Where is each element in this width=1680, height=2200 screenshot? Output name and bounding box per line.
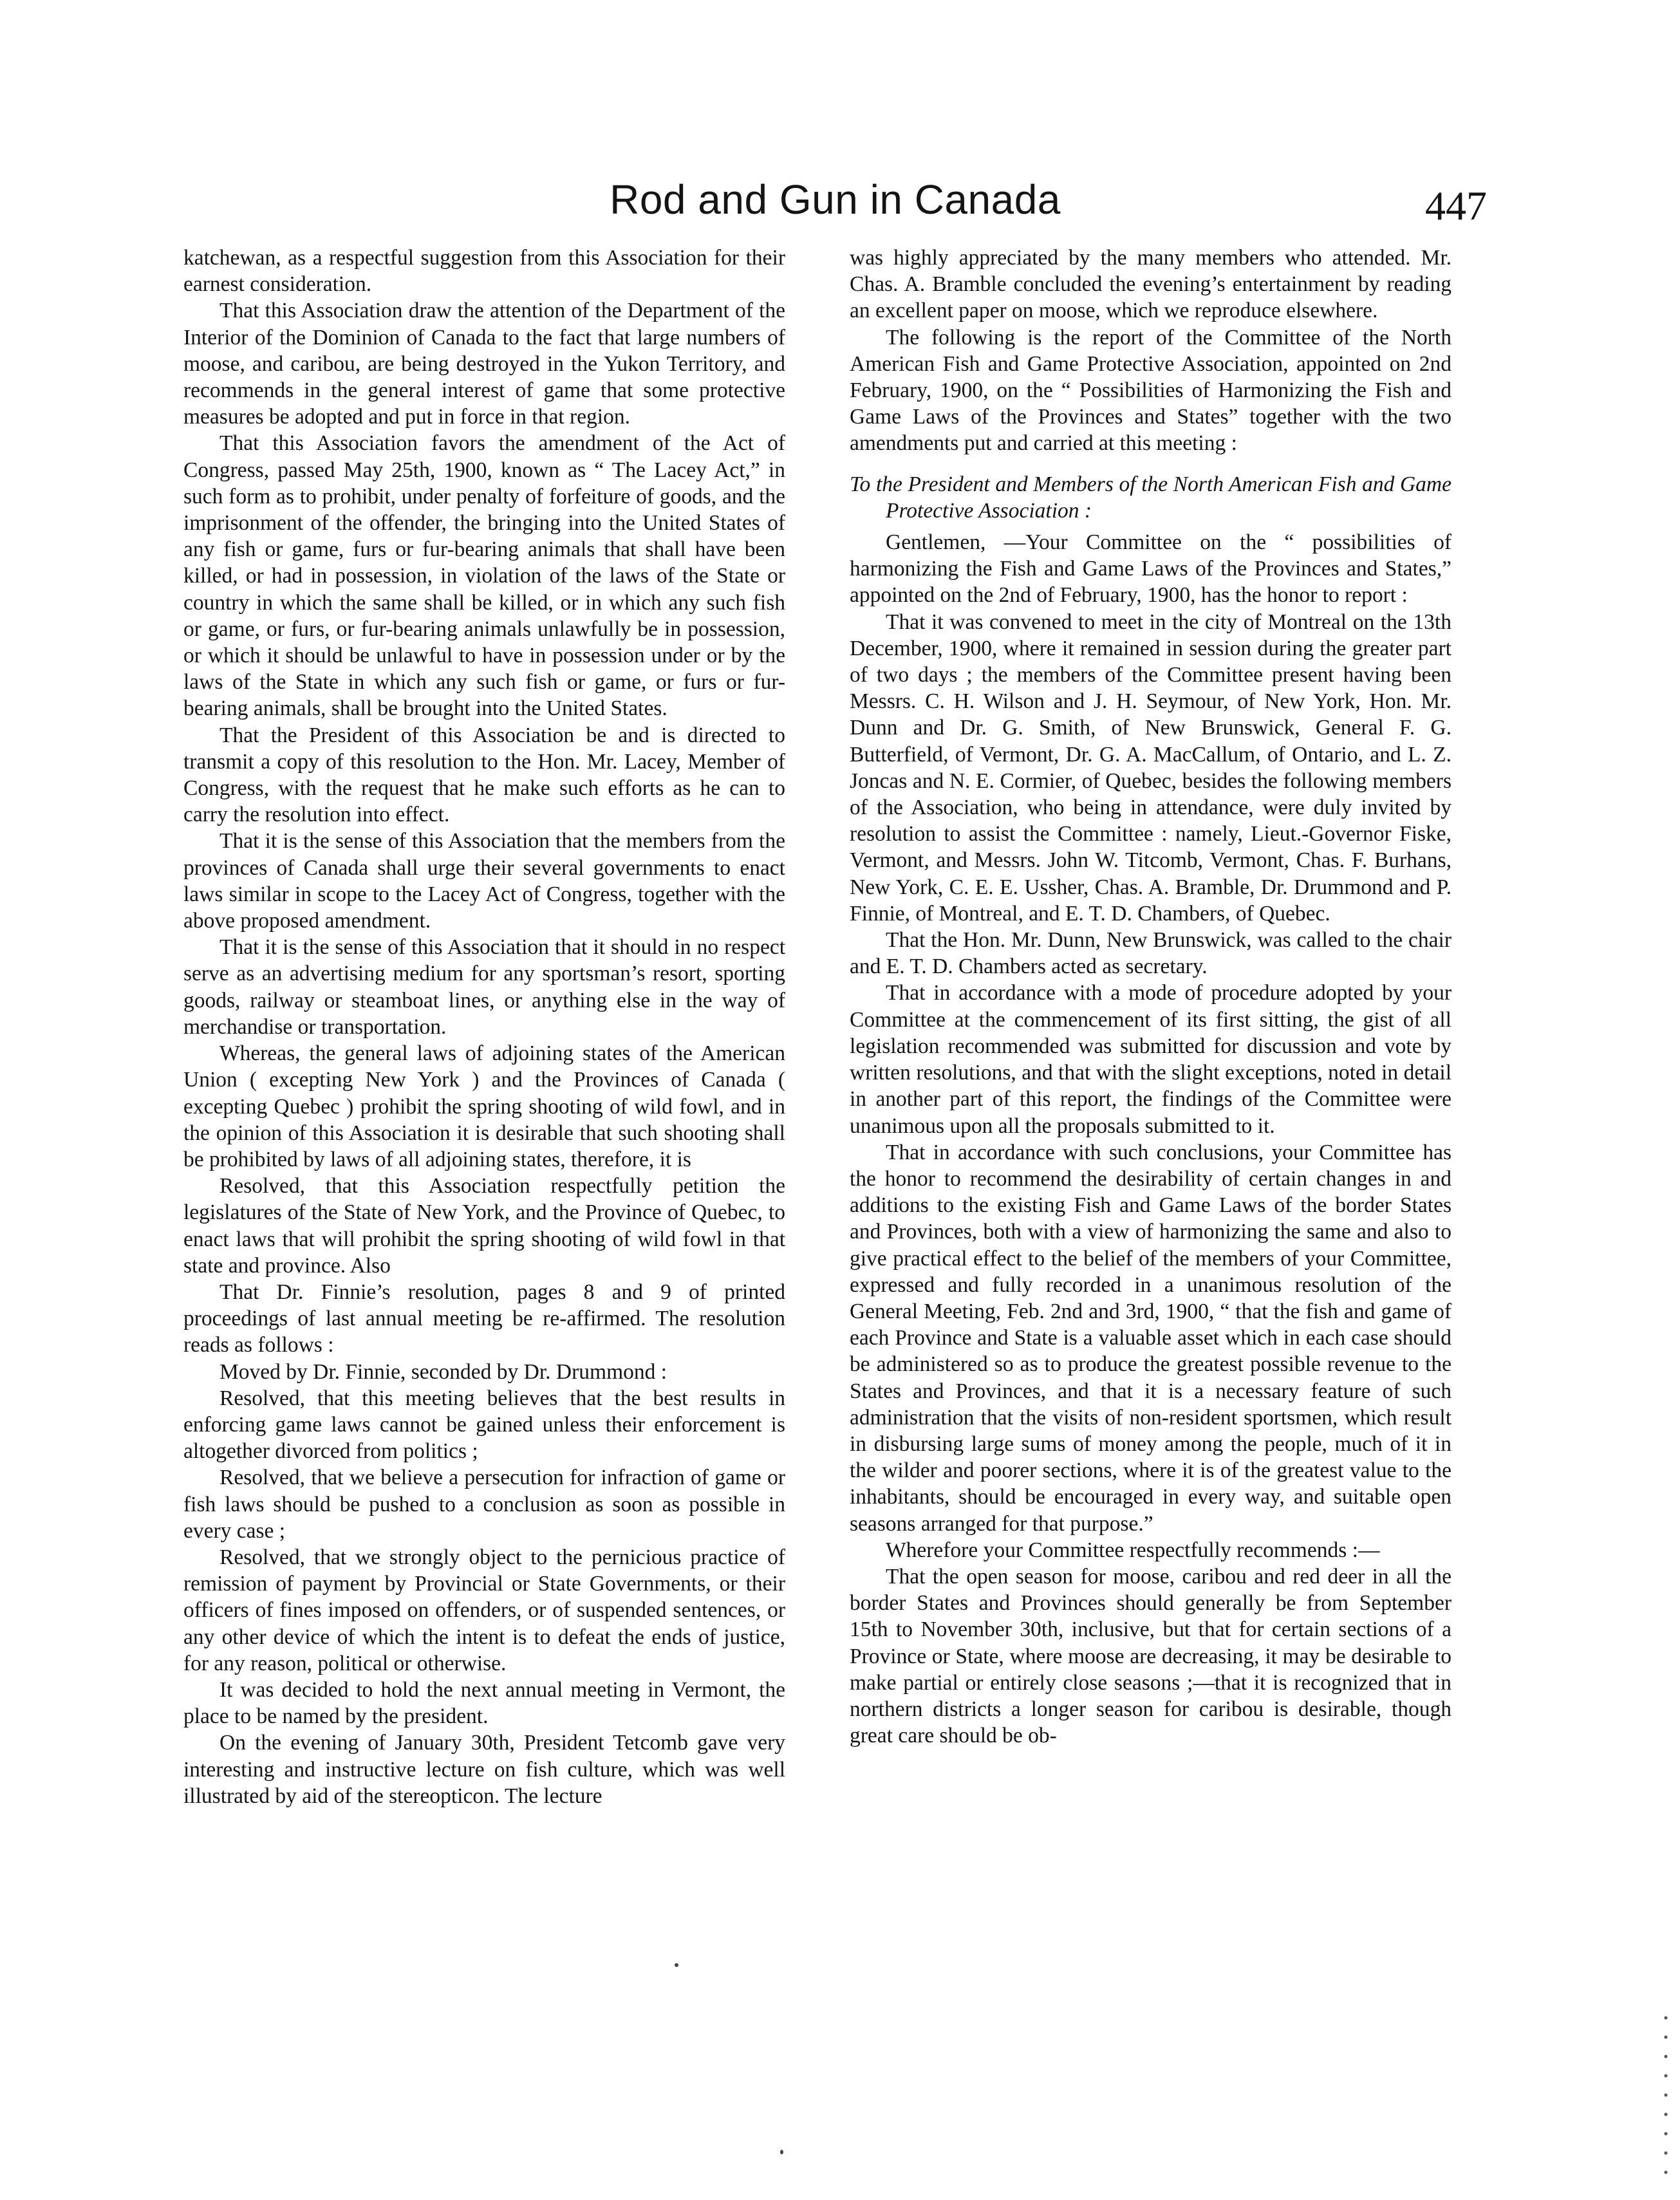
paragraph: Resolved, that this Association respectfully petition the legislatures of the State of New York, and the Province of Quebec, to enact laws that will prohibit the spring shooting of wild fowl in that state and province. Also — [183, 1174, 785, 1278]
paragraph: Gentlemen, —Your Committee on the “ possibilities of harmonizing the Fish and Game Laws of the Provinces and States,” appointed on the 2nd of February, 1900, has the honor to report : — [850, 530, 1451, 608]
paragraph: That the President of this Association be and is directed to transmit a copy of this resolution to the Hon. Mr. Lacey, Member of Congress, with the request that he make such efforts as he can to carry the resolution into effect. — [183, 723, 785, 827]
paragraph: Resolved, that we strongly object to the pernicious practice of remission of payment by Provincial or State Governments, or their officers of fines imposed on offenders, or of suspended sentences, or any other device of which the intent is to defeat the ends of justice, for any reason, political or otherwise. — [183, 1545, 785, 1675]
publication-title: Rod and Gun in Canada — [610, 176, 1061, 223]
left-column — [183, 245, 785, 1931]
scan-margin-marks — [1663, 2008, 1668, 2176]
page-number: 447 — [1425, 183, 1487, 228]
paragraph: The following is the report of the Committee of the North American Fish and Game Protective Association, appointed on 2nd February, 1900, on the “ Possibilities of Harmonizing the Fish and Game Laws of the Provinces and States” together with the two amendments put and carried at this meeting : — [850, 325, 1451, 456]
paragraph: That the open season for moose, caribou and red deer in all the border States and Provinces should generally be from September 15th to November 30th, inclusive, but that for certain sections of a Province or State, where moose are decreasing, it may be desirable to make partial or entirely close seasons ;—that it is recognized that in northern districts a longer season for caribou is desirable, though great care should be ob- — [850, 1564, 1451, 1748]
paragraph: That in accordance with a mode of procedure adopted by your Committee at the commencement of its first sitting, the gist of all legislation recommended was submitted for discussion and vote by written resolutions, and that with the slight exceptions, noted in detail in another part of this report, the findings of the Committee were unanimous upon all the proposals submitted to it. — [850, 981, 1451, 1138]
paragraph: That this Association favors the amendment of the Act of Congress, passed May 25th, 1900, known as “ The Lacey Act,” in such form as to prohibit, under penalty of forfeiture of goods, and the imprisonment of the offender, the bringing into the United States of any fish or game, furs or fur-bearing animals that shall have been killed, or had in possession, in violation of the laws of the State or country in which the same shall be killed, or in which any such fish or game, or furs, or fur-bearing animals unlawfully be in possession, or which it should be unlawful to have in possession under or by the laws of the State in which any such fish or game, or furs or fur-bearing animals, shall be brought into the United States. — [183, 431, 785, 721]
paragraph: That it is the sense of this Association that it should in no respect serve as an advertising medium for any sportsman’s resort, sporting goods, railway or steamboat lines, or anything else in the way of merchandise or transportation. — [183, 935, 785, 1039]
paragraph: That Dr. Finnie’s resolution, pages 8 and 9 of printed proceedings of last annual meeting be re-affirmed. The resolution reads as follows : — [183, 1280, 785, 1357]
scan-speck — [780, 2150, 783, 2154]
paragraph: Resolved, that we believe a persecution for infraction of game or fish laws should be pushed to a conclusion as soon as possible in every case ; — [183, 1466, 785, 1543]
paragraph: That it is the sense of this Association that the members from the provinces of Canada shall urge their several governments to enact laws similar in scope to the Lacey Act of Congress, together with the above proposed amendment. — [183, 829, 785, 933]
paragraph: That this Association draw the attention of the Department of the Interior of the Dominion of Canada to the fact that large numbers of moose, and caribou, are being destroyed in the Yukon Territory, and recommends in the general interest of game that some protective measures be adopted and put in force in that region. — [183, 299, 785, 429]
paragraph: That the Hon. Mr. Dunn, New Brunswick, was called to the chair and E. T. D. Chambers acted as secretary. — [850, 928, 1451, 979]
paragraph: Resolved, that this meeting believes that the best results in enforcing game laws cannot be gained unless their enforcement is altogether divorced from politics ; — [183, 1386, 785, 1464]
paragraph: On the evening of January 30th, President Tetcomb gave very interesting and instructive lecture on fish culture, which was well illustrated by aid of the stereopticon. The lecture — [183, 1731, 785, 1808]
paragraph: That it was convened to meet in the city of Montreal on the 13th December, 1900, where it remained in session during the greater part of two days ; the members of the Committee present having been Messrs. C. H. Wilson and J. H. Seymour, of New York, Hon. Mr. Dunn and Dr. G. Smith, of New Brunswick, General F. G. Butterfield, of Vermont, Dr. G. A. MacCallum, of Ontario, and L. Z. Joncas and N. E. Cormier, of Quebec, besides the following members of the Association, who being in attendance, were duly invited by resolution to assist the Committee : namely, Lieut.-Governor Fiske, Vermont, and Messrs. John W. Titcomb, Vermont, Chas. F. Burhans, New York, C. E. E. Ussher, Chas. A. Bramble, Dr. Drummond and P. Finnie, of Montreal, and E. T. D. Chambers, of Quebec. — [850, 610, 1451, 926]
paragraph: Whereas, the general laws of adjoining states of the American Union ( excepting New York ) and the Provinces of Canada ( excepting Quebec ) prohibit the spring shooting of wild fowl, and in the opinion of this Association it is desirable that such shooting shall be prohibited by laws of all adjoining states, therefore, it is — [183, 1041, 785, 1171]
paragraph: It was decided to hold the next annual meeting in Vermont, the place to be named by the president. — [183, 1677, 785, 1729]
paragraph: katchewan, as a respectful suggestion from this Association for their earnest consideration. — [183, 246, 785, 297]
running-header — [183, 172, 1487, 243]
scan-speck — [675, 1963, 678, 1967]
right-column — [850, 245, 1451, 1931]
address-line: To the President and Members of the North American Fish and Game Protective Association : — [850, 472, 1451, 523]
paragraph: That in accordance with such conclusions, your Committee has the honor to recommend the desirability of certain changes in and additions to the existing Fish and Game Laws of the border States and Provinces, both with a view of harmonizing the same and also to give practical effect to the belief of the members of your Committee, expressed and fully recorded in a unanimous resolution of the General Meeting, Feb. 2nd and 3rd, 1900, “ that the fish and game of each Province and State is a valuable asset which in each case should be administered so as to produce the greatest possible revenue to the States and Provinces, and that it is a necessary feature of such administration that the visits of non-resident sportsmen, which result in disbursing large sums of money among the people, much of it in the wilder and poorer sections, where it is of the greatest value to the inhabitants, should be encouraged in every way, and suitable open seasons arranged for that purpose.” — [850, 1140, 1451, 1536]
paragraph: Wherefore your Committee respectfully recommends :— — [886, 1538, 1380, 1562]
paragraph: Moved by Dr. Finnie, seconded by Dr. Drummond : — [219, 1359, 667, 1384]
paragraph: was highly appreciated by the many members who attended. Mr. Chas. A. Bramble concluded the evening’s entertainment by reading an excellent paper on moose, which we reproduce elsewhere. — [850, 246, 1451, 323]
